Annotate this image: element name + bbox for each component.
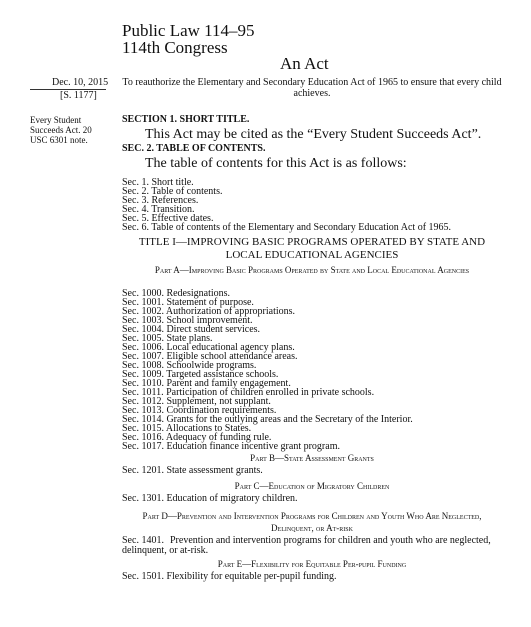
toc-item: Sec. 1006. Local educational agency plans.: [122, 342, 295, 353]
toc-general-list: [122, 178, 451, 232]
toc-item: Sec. 1003. School improvement.: [122, 315, 253, 326]
toc-item: Sec. 6. Table of contents of the Elementary and Secondary Education Act of 1965.: [122, 222, 452, 233]
part-c-heading: Part C—Education of Migratory Children: [234, 481, 390, 491]
toc-item: Sec. 1002. Authorization of appropriations.: [122, 306, 296, 317]
part-e-heading: Part E—Flexibility for Equitable Per-pupil Funding: [217, 559, 407, 569]
part-a-heading: Part A—Improving Basic Programs Operated by State and Local Educational Agencies: [154, 265, 470, 275]
toc-item: Sec. 4. Transition.: [122, 204, 195, 215]
toc-item: Sec. 1005. State plans.: [122, 333, 213, 344]
toc-item: Sec. 1017. Education finance incentive grant program.: [122, 441, 340, 452]
toc-item-number: Sec. 1401.: [122, 535, 164, 546]
toc-item: Sec. 1001. Statement of purpose.: [122, 297, 254, 308]
toc-item: Sec. 1010. Parent and family engagement.: [122, 378, 291, 389]
act-purpose: To reauthorize the Elementary and Secondary Education Act of 1965 to ensure that every child achieves.: [122, 77, 502, 99]
toc-item: Sec. 1009. Targeted assistance schools.: [122, 369, 279, 380]
toc-item: Sec. 1008. Schoolwide programs.: [122, 360, 257, 371]
part-a-list: [122, 289, 413, 451]
part-d-heading: Part D—Prevention and Intervention Programs for Children and Youth Who Are Neglected, Delinquent, or At-risk: [142, 511, 482, 533]
toc-item: Sec. 1011. Participation of children enrolled in private schools.: [122, 387, 375, 398]
section-2-heading: SEC. 2. TABLE OF CONTENTS.: [122, 143, 266, 154]
toc-item: Sec. 1004. Direct student services.: [122, 324, 261, 335]
toc-item: Sec. 1012. Supplement, not supplant.: [122, 396, 271, 407]
toc-item: Sec. 1000. Redesignations.: [122, 288, 231, 299]
toc-item: Sec. 3. References.: [122, 195, 199, 206]
section-1-heading: SECTION 1. SHORT TITLE.: [122, 114, 250, 125]
toc-item: Sec. 2. Table of contents.: [122, 186, 223, 197]
an-act-heading: An Act: [280, 54, 329, 73]
toc-item: [122, 536, 502, 556]
toc-item: Sec. 1301. Education of migratory children.: [122, 493, 298, 504]
public-law-number: Public Law 114–95: [122, 21, 255, 40]
toc-item: Sec. 1014. Grants for the outlying areas and the Secretary of the Interior.: [122, 414, 413, 425]
toc-item: Sec. 1016. Adequacy of funding rule.: [122, 432, 272, 443]
toc-item: Sec. 1013. Coordination requirements.: [122, 405, 277, 416]
section-2-text: The table of contents for this Act is as follows:: [145, 156, 407, 171]
congress-label: 114th Congress: [122, 38, 228, 57]
title-1-heading: TITLE I—IMPROVING BASIC PROGRAMS OPERATED BY STATE AND LOCAL EDUCATIONAL AGENCIES: [138, 236, 486, 261]
section-1-text: This Act may be cited as the “Every Student Succeeds Act”.: [145, 127, 482, 142]
part-b-heading: Part B—State Assessment Grants: [250, 453, 374, 463]
senate-bill-number: [S. 1177]: [60, 90, 97, 101]
margin-note: Every Student Succeeds Act. 20 USC 6301 note.: [30, 115, 92, 145]
toc-item-text: Prevention and intervention programs for children and youth who are neglected, delinquent, or at-risk.: [122, 535, 491, 556]
toc-item: Sec. 1501. Flexibility for equitable per-pupil funding.: [122, 571, 337, 582]
toc-item: Sec. 1007. Eligible school attendance areas.: [122, 351, 298, 362]
toc-item: Sec. 1015. Allocations to States.: [122, 423, 252, 434]
toc-item: Sec. 5. Effective dates.: [122, 213, 214, 224]
enactment-date: Dec. 10, 2015: [52, 77, 109, 88]
toc-item: Sec. 1. Short title.: [122, 177, 194, 188]
toc-item: Sec. 1201. State assessment grants.: [122, 465, 263, 476]
